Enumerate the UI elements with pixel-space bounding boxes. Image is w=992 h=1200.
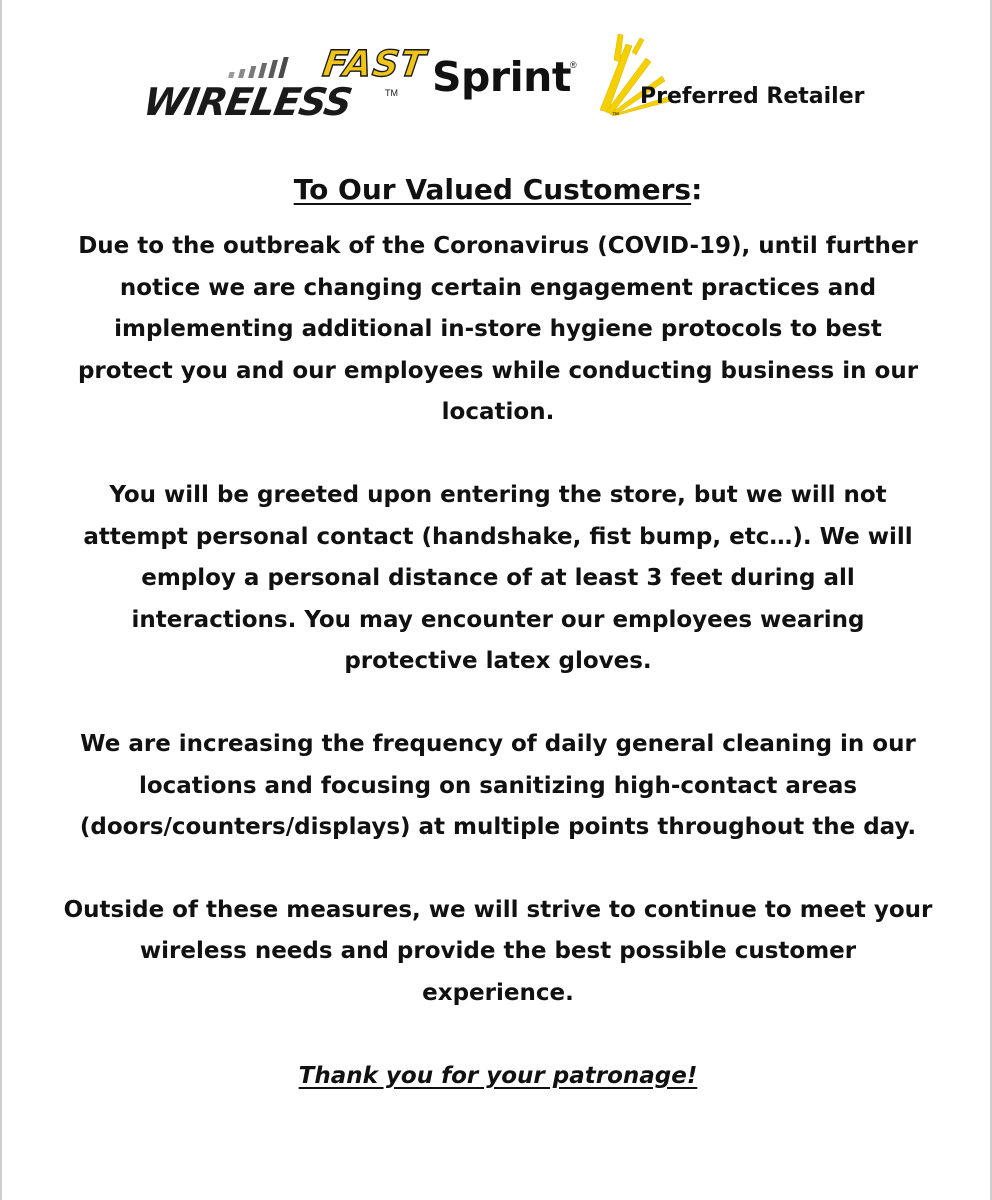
fast-wordmark: FAST xyxy=(320,44,429,85)
sprint-trademark-mark: ™ xyxy=(612,112,619,119)
text-line: employ a personal distance of at least 3 feet during all xyxy=(141,565,855,592)
paragraph-spacer xyxy=(42,683,954,724)
paragraph-spacer xyxy=(42,849,954,890)
text-line: notice we are changing certain engagement practices and xyxy=(119,274,877,301)
paragraph-covid-intro xyxy=(42,226,954,434)
text-line: You will be greeted upon entering the store, but we will not xyxy=(109,481,887,508)
fast-wireless-logo xyxy=(140,40,429,130)
text-line: interactions. You may encounter our employees wearing xyxy=(131,606,865,633)
wireless-wordmark: WIRELESS xyxy=(140,80,355,124)
heading-colon: : xyxy=(691,173,703,206)
notice-heading xyxy=(42,168,954,212)
paragraph-spacer xyxy=(42,434,954,475)
text-line: location. xyxy=(441,399,555,426)
registered-mark: ® xyxy=(570,60,577,70)
paragraph-cleaning xyxy=(42,724,954,849)
text-line: experience. xyxy=(422,979,574,1006)
text-line: Due to the outbreak of the Coronavirus (COVID-19), until further xyxy=(78,233,918,259)
sprint-logo xyxy=(432,50,662,130)
text-line: protect you and our employees while conducting business in our xyxy=(77,357,919,384)
text-line: (doors/counters/displays) at multiple points throughout the day. xyxy=(79,814,917,841)
text-line: protective latex gloves. xyxy=(344,648,652,675)
notice-content xyxy=(42,168,954,1096)
text-line: We are increasing the frequency of daily general cleaning in our xyxy=(80,730,916,757)
heading-text: To Our Valued Customers xyxy=(293,173,692,206)
text-line: Outside of these measures, we will strive to continue to meet your xyxy=(63,896,933,923)
sprint-wordmark: Sprint xyxy=(432,53,571,101)
paragraph-greeting-distance xyxy=(42,475,954,683)
text-line: implementing additional in-store hygiene protocols to best xyxy=(114,316,882,343)
trademark-mark: TM xyxy=(385,88,398,98)
thank-you-line: Thank you for your patronage! xyxy=(298,1062,698,1089)
text-line: wireless needs and provide the best possible customer xyxy=(139,938,857,965)
signal-bars-icon xyxy=(220,56,330,78)
paragraph-spacer xyxy=(42,1015,954,1056)
preferred-retailer-label: Preferred Retailer xyxy=(640,84,865,109)
text-line: attempt personal contact (handshake, fist bump, etc…). We will xyxy=(83,523,913,550)
paragraph-closing-measures xyxy=(42,890,954,1015)
logo-header xyxy=(2,28,992,138)
text-line: locations and focusing on sanitizing high-contact areas xyxy=(138,772,858,799)
